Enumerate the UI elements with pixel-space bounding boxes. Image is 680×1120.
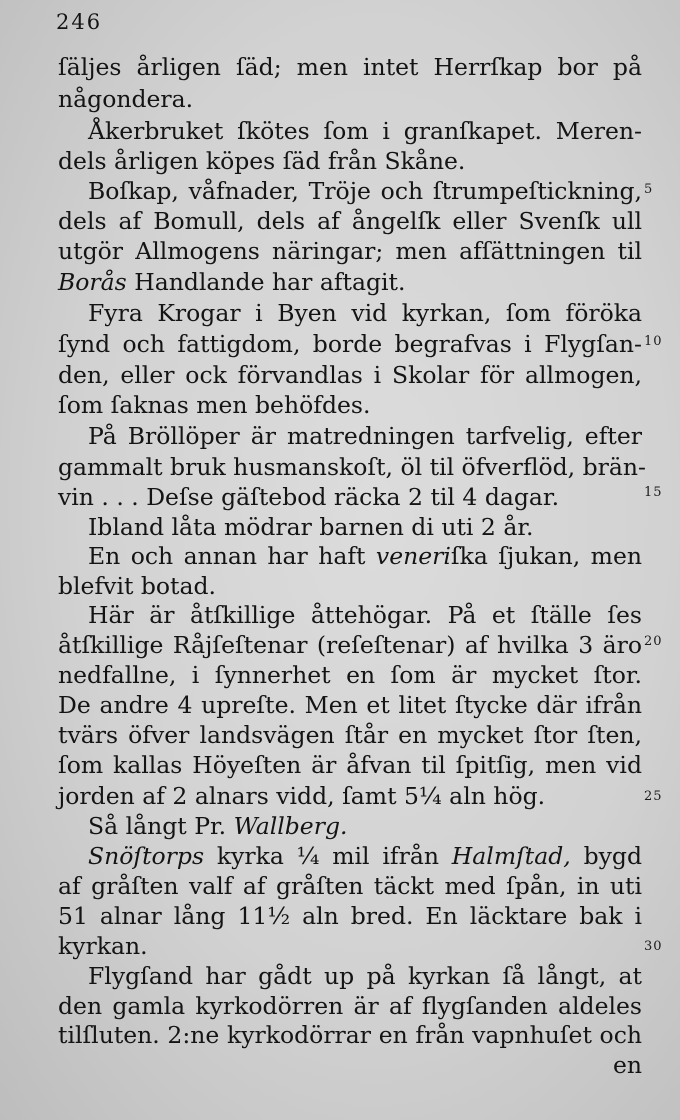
text-line: någondera. bbox=[58, 85, 194, 113]
text-line: På Bröllöper är matredningen tarfvelig, efter bbox=[88, 422, 642, 450]
text-line: gammalt bruk husmanskoſt, öl til öfverflöd, brän- bbox=[58, 453, 646, 481]
person-name: Wallberg. bbox=[233, 812, 348, 840]
place-name: Snöſtorps bbox=[88, 842, 205, 870]
text-line: Boſkap, våfnader, Tröje och ſtrumpeſtickning, bbox=[88, 177, 642, 205]
text-line: den gamla kyrkodörren är af flygſanden aldeles bbox=[58, 992, 642, 1020]
text-line: vin . . . Deſse gäſtebod räcka 2 til 4 dagar. bbox=[58, 483, 560, 511]
catchword: en bbox=[612, 1051, 642, 1079]
text-line: tilſluten. 2:ne kyrkodörrar en från vapnhuſet och bbox=[58, 1021, 642, 1049]
italic-term: veneri bbox=[375, 542, 451, 570]
line-number-marker: 30 bbox=[644, 939, 663, 954]
text-line: Här är åtſkillige åttehögar. På et ſtälle ſes bbox=[88, 601, 642, 629]
place-name: Borås bbox=[58, 268, 127, 296]
text-line: dels af Bomull, dels af ångelſk eller Svenſk ull bbox=[58, 207, 642, 235]
text-line: jorden af 2 alnars vidd, ſamt 5¼ aln hög. bbox=[58, 782, 546, 810]
text-line: Snöſtorps kyrka ¼ mil ifrån Halmſtad, bygd bbox=[88, 842, 642, 870]
text-line: ſäljes årligen ſäd; men intet Herrſkap bor på bbox=[58, 53, 642, 81]
text-line: utgör Allmogens näringar; men afſättningen til bbox=[58, 237, 642, 265]
text-line: Flygſand har gådt up på kyrkan ſå långt, at bbox=[88, 962, 642, 990]
text-line: De andre 4 upreſte. Men et litet ſtycke där ifrån bbox=[58, 691, 642, 719]
text-line: Åkerbruket ſkötes ſom i granſkapet. Meren- bbox=[88, 117, 642, 145]
text-line: ſom ſaknas men behöfdes. bbox=[58, 391, 371, 419]
text-line: Så långt Pr. Wallberg. bbox=[88, 812, 348, 840]
text-line: blefvit botad. bbox=[58, 572, 217, 600]
text-line: Ibland låta mödrar barnen di uti 2 år. bbox=[88, 513, 534, 541]
text-line: ſynd och fattigdom, borde begrafvas i Flygſan- bbox=[58, 330, 642, 358]
text-line: af gråſten valf af gråſten täckt med ſpån, in uti bbox=[58, 872, 642, 900]
text-line: tvärs öfver landsvägen ſtår en mycket ſtor ſten, bbox=[58, 721, 642, 749]
text-line: En och annan har haft veneriſka ſjukan, men bbox=[88, 542, 642, 570]
text-line: åtſkillige Råjſeſtenar (reſeſtenar) af hvilka 3 äro bbox=[58, 631, 642, 659]
place-name: Halmſtad, bbox=[451, 842, 571, 870]
text-line: nedfallne, i ſynnerhet en ſom är mycket ſtor. bbox=[58, 661, 642, 689]
line-number-marker: 15 bbox=[644, 485, 663, 500]
text-line: den, eller ock förvandlas i Skolar för allmogen, bbox=[58, 361, 642, 389]
text-line: ſom kallas Höyeſten är åfvan til ſpitſig, men vid bbox=[58, 751, 642, 779]
text-line: dels årligen köpes ſäd från Skåne. bbox=[58, 147, 466, 175]
text-line: kyrkan. bbox=[58, 932, 148, 960]
page-number: 246 bbox=[56, 10, 103, 34]
line-number-marker: 5 bbox=[644, 182, 654, 197]
text-line: Fyra Krogar i Byen vid kyrkan, ſom föröka bbox=[88, 299, 642, 327]
text-line: 51 alnar lång 11½ aln bred. En läcktare bak i bbox=[58, 902, 642, 930]
line-number-marker: 25 bbox=[644, 789, 663, 804]
text-line: Borås Handlande har aftagit. bbox=[58, 268, 406, 296]
line-number-marker: 10 bbox=[644, 334, 663, 349]
line-number-marker: 20 bbox=[644, 634, 663, 649]
